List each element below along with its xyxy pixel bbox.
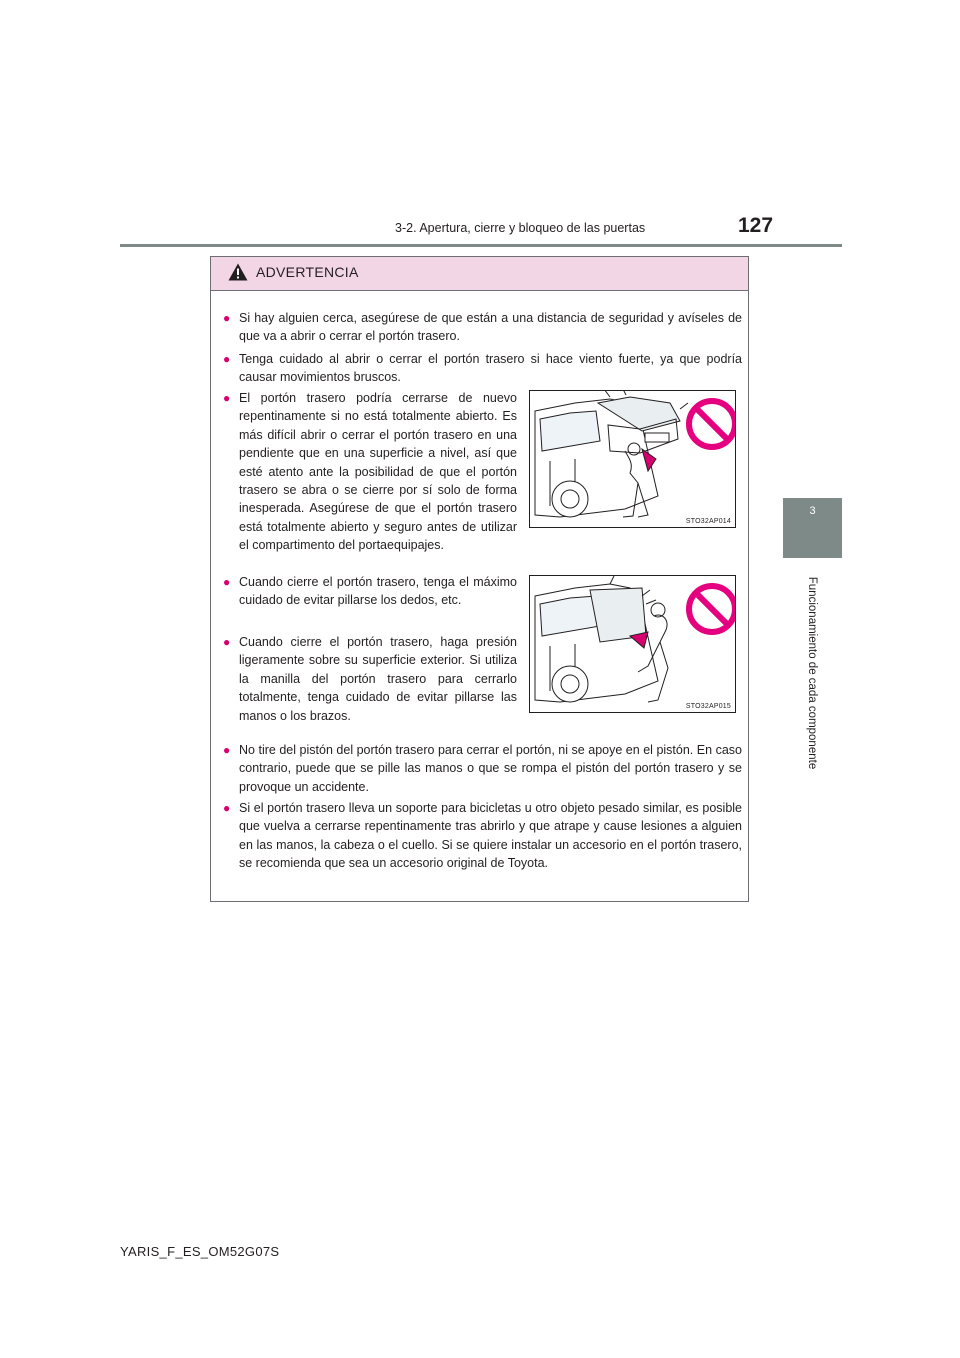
section-title: 3-2. Apertura, cierre y bloqueo de las puertas bbox=[395, 221, 646, 235]
warning-item-text: No tire del pistón del portón trasero para cerrar el portón, ni se apoye en el pistón. En caso contrario, puede que se pille las manos o que se rompa el pistón del portón trasero y se provoque un accidente. bbox=[239, 743, 742, 794]
warning-item bbox=[223, 741, 742, 796]
bullet-icon: ● bbox=[223, 575, 231, 589]
warning-item bbox=[223, 389, 517, 555]
bullet-icon: ● bbox=[223, 801, 231, 815]
warning-item bbox=[223, 633, 517, 725]
document-code: YARIS_F_ES_OM52G07S bbox=[120, 1244, 280, 1259]
illustration-closing-tailgate bbox=[529, 575, 736, 713]
warning-item-text: Cuando cierre el portón trasero, tenga el máximo cuidado de evitar pillarse los dedos, etc. bbox=[239, 575, 517, 608]
illustration-code: STO32AP014 bbox=[685, 518, 731, 525]
bullet-icon: ● bbox=[223, 311, 231, 325]
chapter-tab bbox=[783, 498, 842, 558]
prohibition-icon bbox=[530, 391, 736, 528]
header-divider bbox=[120, 244, 842, 247]
chapter-title-vertical bbox=[803, 560, 821, 785]
warning-item-text: Tenga cuidado al abrir o cerrar el portón trasero si hace viento fuerte, ya que podría causar movimientos bruscos. bbox=[239, 352, 742, 385]
warning-item bbox=[223, 573, 517, 610]
bullet-icon: ● bbox=[223, 391, 231, 405]
bullet-icon: ● bbox=[223, 635, 231, 649]
chapter-number: 3 bbox=[809, 505, 816, 517]
warning-item bbox=[223, 309, 742, 346]
warning-item-text: Cuando cierre el portón trasero, haga presión ligeramente sobre su superficie exterior. Si utiliza la manilla del portón trasero para cerrarlo totalmente, tenga cuidado de evitar pillarse las manos o los brazos. bbox=[239, 635, 517, 723]
chapter-title: Funcionamiento de cada componente bbox=[806, 576, 818, 769]
warning-header bbox=[211, 257, 748, 291]
illustration-code: STO32AP015 bbox=[685, 703, 731, 710]
warning-box bbox=[210, 256, 749, 902]
warning-item-text: Si hay alguien cerca, asegúrese de que están a una distancia de seguridad y avíseles de que va a abrir o cerrar el portón trasero. bbox=[239, 311, 742, 344]
warning-item bbox=[223, 350, 742, 387]
warning-triangle-icon bbox=[228, 263, 248, 281]
warning-item bbox=[223, 799, 742, 873]
illustration-open-tailgate bbox=[529, 390, 736, 528]
page-number: 127 bbox=[738, 214, 774, 237]
warning-title: ADVERTENCIA bbox=[256, 264, 359, 280]
warning-item-text: El portón trasero podría cerrarse de nuevo repentinamente si no está totalmente abierto. Es más difícil abrir o cerrar el portón trasero en una pendiente que en una superficie a nivel, así que esté atento ante la posibilidad de que el portón trasero se abra o se cierre por sí solo de forma inesperada. Asegúrese de que el portón trasero está totalmente abierto y seguro antes de utilizar el compartimento del portaequipajes. bbox=[239, 391, 517, 553]
bullet-icon: ● bbox=[223, 352, 231, 366]
bullet-icon: ● bbox=[223, 743, 231, 757]
prohibition-icon bbox=[530, 576, 736, 713]
warning-item-text: Si el portón trasero lleva un soporte para bicicletas u otro objeto pesado similar, es posible que vuelva a cerrarse repentinamente tras abrirlo y que atrape y cause lesiones a alguien en las manos, la cabeza o el cuello. Si se quiere instalar un accesorio en el portón trasero, se recomienda que sea un accesorio original de Toyota. bbox=[239, 801, 742, 871]
